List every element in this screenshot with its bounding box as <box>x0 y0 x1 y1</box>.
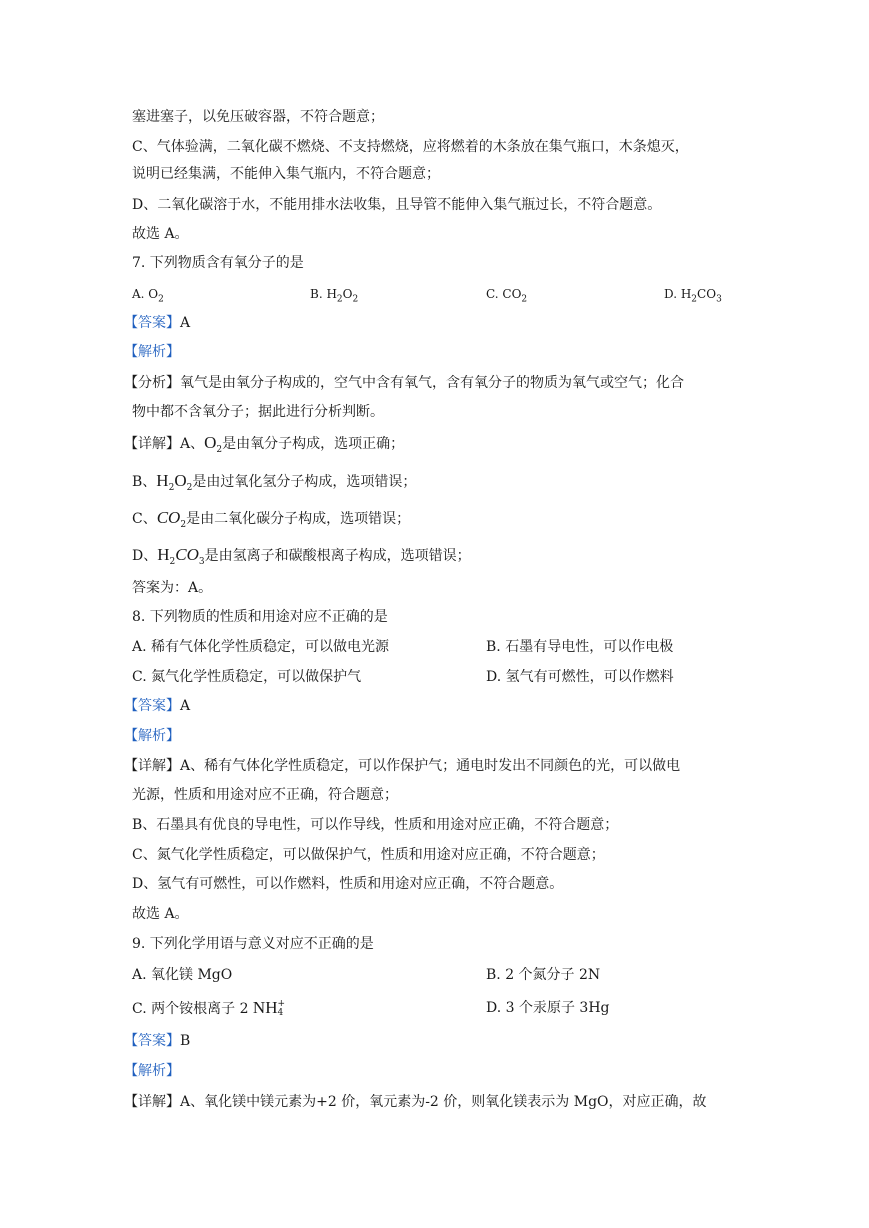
q7-option-c: C. $CO_2$ <box>486 287 528 305</box>
q9-option-a: A. 氧化镁 MgO <box>132 967 233 983</box>
q7-detail-c: C、$CO_2$是由二氧化碳分子构成，选项错误； <box>132 508 411 530</box>
question-7-stem: 7. 下列物质含有氧分子的是 <box>132 255 304 271</box>
q8-answer: 【答案】A <box>124 698 191 714</box>
q9-option-b: B. 2 个氮分子 2N <box>486 967 601 983</box>
q9-option-d: D. 3 个汞原子 3Hg <box>486 1000 610 1016</box>
q7-answer: 【答案】A <box>124 315 191 331</box>
q8-option-a: A. 稀有气体化学性质稳定，可以做电光源 <box>132 639 390 655</box>
q7-fenxi-line: 【分析】氧气是由氧分子构成的，空气中含有氧气，含有氧分子的物质为氧气或空气；化合 <box>124 375 684 391</box>
q7-detail-d: D、$H_2CO_3$是由氢离子和碳酸根离子构成，选项错误； <box>132 545 471 567</box>
q9-analysis-tag: 【解析】 <box>124 1063 180 1079</box>
q7-fenxi-line: 物中都不含氧分子；据此进行分析判断。 <box>132 404 384 420</box>
text-line: C、气体验满，二氧化碳不燃烧、不支持燃烧，应将燃着的木条放在集气瓶口，木条熄灭， <box>132 139 689 155</box>
q8-detail-line: B、石墨具有优良的导电性，可以作导线，性质和用途对应正确，不符合题意； <box>132 817 619 833</box>
q9-option-c: C. 两个铵根离子 2 NH + 4 <box>132 998 286 1018</box>
q8-detail-line: 光源，性质和用途对应不正确，符合题意； <box>132 787 398 803</box>
q8-detail-line: C、氮气化学性质稳定，可以做保护气，性质和用途对应正确，不符合题意； <box>132 847 605 863</box>
q8-detail-line: 【详解】A、稀有气体化学性质稳定，可以作保护气；通电时发出不同颜色的光，可以做电 <box>124 758 681 774</box>
q8-option-c: C. 氮气化学性质稳定，可以做保护气 <box>132 669 362 685</box>
q8-option-d: D. 氢气有可燃性，可以作燃料 <box>486 669 674 685</box>
text-line: D、二氧化碳溶于水，不能用排水法收集，且导管不能伸入集气瓶过长，不符合题意。 <box>132 197 662 213</box>
q7-option-a: A. $O_2$ <box>132 287 164 305</box>
question-9-stem: 9. 下列化学用语与意义对应不正确的是 <box>132 936 374 952</box>
text-line: 塞进塞子，以免压破容器，不符合题意； <box>132 109 384 125</box>
text-line: 说明已经集满，不能伸入集气瓶内，不符合题意； <box>132 166 440 182</box>
q7-analysis-tag: 【解析】 <box>124 344 180 360</box>
q8-detail-line: D、氢气有可燃性，可以作燃料，性质和用途对应正确，不符合题意。 <box>132 876 564 892</box>
q7-detail-a: 【详解】A、$O_2$是由氧分子构成，选项正确； <box>124 433 405 455</box>
q9-detail-line: 【详解】A、氧化镁中镁元素为+2 价，氧元素为-2 价，则氧化镁表示为 MgO，对应正确，故 <box>124 1094 707 1110</box>
q7-option-d: D. $H_2CO_3$ <box>664 287 722 305</box>
text-line: 故选 A。 <box>132 226 189 242</box>
q7-conclusion: 答案为：A。 <box>132 580 213 596</box>
question-8-stem: 8. 下列物质的性质和用途对应不正确的是 <box>132 609 388 625</box>
q7-detail-b: B、$H_2O_2$是由过氧化氢分子构成，选项错误； <box>132 471 417 493</box>
q8-conclusion: 故选 A。 <box>132 906 189 922</box>
q9-answer: 【答案】B <box>124 1033 191 1049</box>
q8-analysis-tag: 【解析】 <box>124 728 180 744</box>
q8-option-b: B. 石墨有导电性，可以作电极 <box>486 639 674 655</box>
q7-option-b: B. $H_2O_2$ <box>310 287 359 305</box>
